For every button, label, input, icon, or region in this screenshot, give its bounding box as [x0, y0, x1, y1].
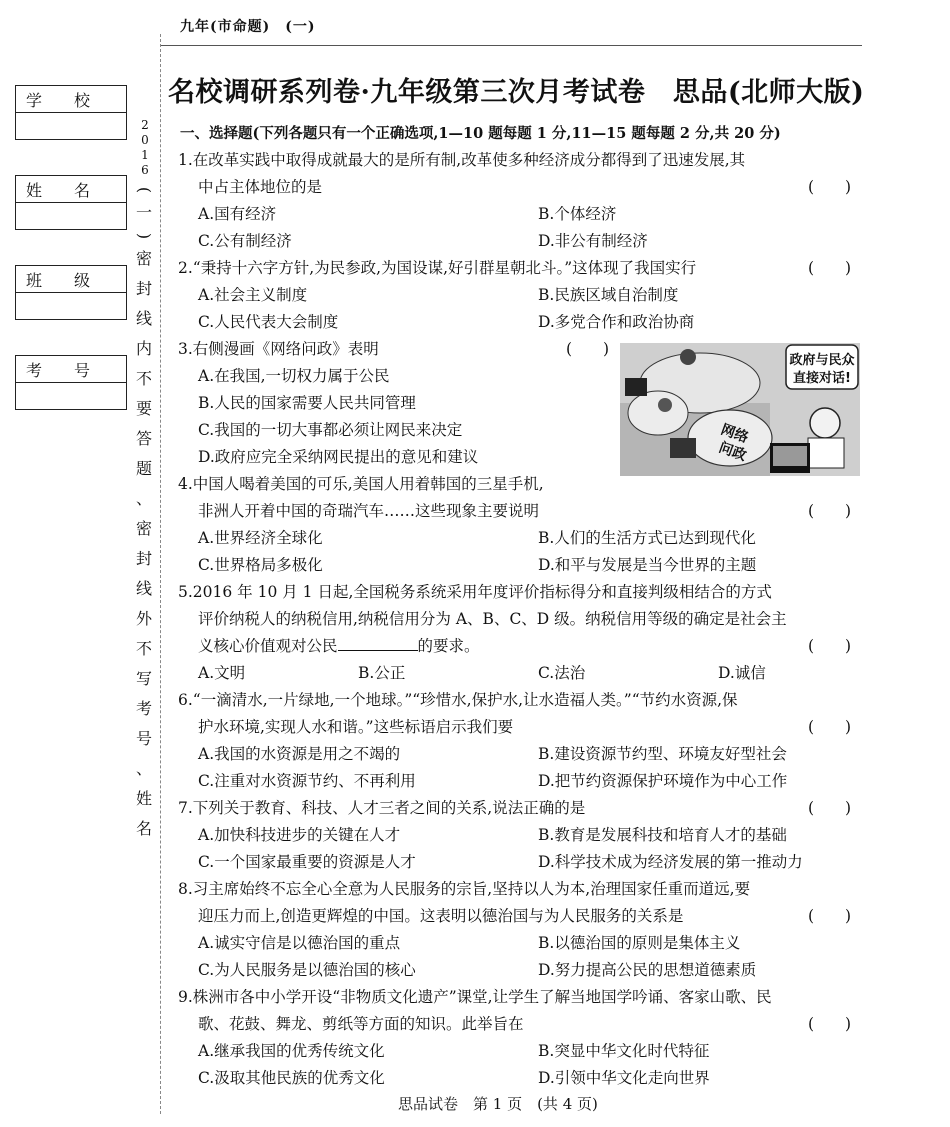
- answer-paren-3[interactable]: ( ): [566, 340, 610, 358]
- seal-char: 不: [135, 369, 152, 388]
- answer-paren-6[interactable]: ( ): [808, 718, 852, 736]
- seal-char: ): [135, 232, 154, 240]
- option-1b[interactable]: B.个体经济: [538, 205, 617, 223]
- option-6a[interactable]: A.我国的水资源是用之不竭的: [198, 745, 401, 763]
- question-6-line-2: 护水环境,实现人水和谐。”这些标语启示我们要: [198, 718, 514, 736]
- exam-no-field[interactable]: [16, 383, 126, 409]
- answer-paren-9[interactable]: ( ): [808, 1015, 852, 1033]
- option-8b[interactable]: B.以德治国的原则是集体主义: [538, 934, 741, 952]
- seal-char: 姓: [135, 789, 152, 808]
- name-field[interactable]: [16, 203, 126, 229]
- question-9-line-1: 9.株洲市各中小学开设“非物质文化遗产”课堂,让学生了解当地国学吟诵、客家山歌、民: [178, 988, 772, 1006]
- question-5-line-3: 义核心价值观对公民 的要求。: [198, 637, 480, 655]
- question-8-line-2: 迎压力而上,创造更辉煌的中国。这表明以德治国与为人民服务的关系是: [198, 907, 684, 925]
- exam-no-label: 考 号: [16, 356, 126, 383]
- class-field[interactable]: [16, 293, 126, 319]
- class-box: [15, 265, 127, 320]
- option-4b[interactable]: B.人们的生活方式已达到现代化: [538, 529, 756, 547]
- seal-char: 内: [135, 339, 152, 358]
- seal-instruction: [134, 182, 154, 844]
- option-6c[interactable]: C.注重对水资源节约、不再利用: [198, 772, 416, 790]
- question-5-line-1: 5.2016 年 10 月 1 日起,全国税务系统采用年度评价指标得分和直接判级相结合的方式: [178, 583, 772, 601]
- option-2d[interactable]: D.多党合作和政治协商: [538, 313, 695, 331]
- school-box: [15, 85, 127, 140]
- answer-paren-5[interactable]: ( ): [808, 637, 852, 655]
- seal-char: 不: [135, 639, 152, 658]
- question-2-line-1: 2.“秉持十六字方针,为民参政,为国设谋,好引群星朝北斗。”这体现了我国实行: [178, 259, 697, 277]
- seal-char: 写: [135, 669, 152, 688]
- option-3b[interactable]: B.人民的国家需要人民共同管理: [198, 394, 416, 412]
- seal-char: 答: [135, 429, 152, 448]
- option-5d[interactable]: D.诚信: [718, 664, 766, 682]
- seal-char: 题: [135, 459, 152, 478]
- option-5b[interactable]: B.公正: [358, 664, 406, 682]
- seal-char: 一: [135, 203, 152, 222]
- bubble-line-2: 直接对话!: [793, 371, 851, 386]
- question-9-line-2: 歌、花鼓、舞龙、剪纸等方面的知识。此举旨在: [198, 1015, 524, 1033]
- seal-char: 封: [135, 279, 152, 298]
- seal-char: 密: [135, 249, 152, 268]
- question-4-line-1: 4.中国人喝着美国的可乐,美国人用着韩国的三星手机,: [178, 475, 544, 493]
- answer-paren-1[interactable]: ( ): [808, 178, 852, 196]
- seal-char: 考: [135, 699, 152, 718]
- seal-char: 线: [135, 579, 152, 598]
- name-label: 姓 名: [16, 176, 126, 203]
- section-heading: 一、选择题(下列各题只有一个正确选项,1—10 题每题 1 分,11—15 题每题 2 分,共 20 分): [180, 125, 781, 142]
- page-title: 名校调研系列卷·九年级第三次月考试卷 思品(北师大版): [168, 77, 865, 108]
- question-3-line-1: 3.右侧漫画《网络问政》表明: [178, 340, 379, 358]
- question-1-line-2: 中占主体地位的是: [198, 178, 323, 196]
- seal-char: 、: [135, 759, 152, 778]
- option-6b[interactable]: B.建设资源节约型、环境友好型社会: [538, 745, 787, 763]
- option-8c[interactable]: C.为人民服务是以德治国的核心: [198, 961, 416, 979]
- option-5c[interactable]: C.法治: [538, 664, 586, 682]
- option-3c[interactable]: C.我国的一切大事都必须让网民来决定: [198, 421, 463, 439]
- exam-no-box: [15, 355, 127, 410]
- option-4a[interactable]: A.世界经济全球化: [198, 529, 323, 547]
- header-rule: [160, 45, 862, 46]
- answer-paren-8[interactable]: ( ): [808, 907, 852, 925]
- option-9b[interactable]: B.突显中华文化时代特征: [538, 1042, 710, 1060]
- option-9a[interactable]: A.继承我国的优秀传统文化: [198, 1042, 385, 1060]
- name-box: [15, 175, 127, 230]
- cartoon-label-line-1: 网络: [718, 421, 751, 447]
- option-1d[interactable]: D.非公有制经济: [538, 232, 648, 250]
- option-5a[interactable]: A.文明: [198, 664, 246, 682]
- option-1a[interactable]: A.国有经济: [198, 205, 277, 223]
- answer-paren-4[interactable]: ( ): [808, 502, 852, 520]
- cartoon-image: [620, 343, 860, 476]
- seal-char: 、: [135, 489, 152, 508]
- option-7a[interactable]: A.加快科技进步的关键在人才: [198, 826, 401, 844]
- option-6d[interactable]: D.把节约资源保护环境作为中心工作: [538, 772, 788, 790]
- option-3a[interactable]: A.在我国,一切权力属于公民: [198, 367, 390, 385]
- question-6-line-1: 6.“一滴清水,一片绿地,一个地球。”“珍惜水,保护水,让水造福人类。”“节约水资源,保: [178, 691, 738, 709]
- answer-paren-7[interactable]: ( ): [808, 799, 852, 817]
- option-2c[interactable]: C.人民代表大会制度: [198, 313, 339, 331]
- option-4d[interactable]: D.和平与发展是当今世界的主题: [538, 556, 757, 574]
- option-7b[interactable]: B.教育是发展科技和培育人才的基础: [538, 826, 787, 844]
- page-footer: 思品试卷 第 1 页 (共 4 页): [398, 1095, 598, 1113]
- seal-char: 封: [135, 549, 152, 568]
- binding-line: [160, 34, 161, 1114]
- option-2b[interactable]: B.民族区域自治制度: [538, 286, 679, 304]
- option-7c[interactable]: C.一个国家最重要的资源是人才: [198, 853, 416, 871]
- seal-char: 号: [135, 729, 152, 748]
- seal-char: 线: [135, 309, 152, 328]
- seal-char: (: [135, 186, 154, 194]
- question-5-line-2: 评价纳税人的纳税信用,纳税信用分为 A、B、C、D 级。纳税信用等级的确定是社会主: [198, 610, 787, 628]
- answer-paren-2[interactable]: ( ): [808, 259, 852, 277]
- option-4c[interactable]: C.世界格局多极化: [198, 556, 323, 574]
- school-field[interactable]: [16, 113, 126, 139]
- option-9d[interactable]: D.引领中华文化走向世界: [538, 1069, 710, 1087]
- seal-char: 要: [135, 399, 152, 418]
- question-8-line-1: 8.习主席始终不忘全心全意为人民服务的宗旨,坚持以人为本,治理国家任重而道远,要: [178, 880, 751, 898]
- bubble-line-1: 政府与民众: [789, 353, 855, 368]
- cartoon-label-line-2: 问政: [716, 439, 749, 465]
- option-8a[interactable]: A.诚实守信是以德治国的重点: [198, 934, 401, 952]
- seal-char: 密: [135, 519, 152, 538]
- option-1c[interactable]: C.公有制经济: [198, 232, 292, 250]
- seal-char: 外: [135, 609, 152, 628]
- option-7d[interactable]: D.科学技术成为经济发展的第一推动力: [538, 853, 803, 871]
- school-label: 学 校: [16, 86, 126, 113]
- option-3d[interactable]: D.政府应完全采纳网民提出的意见和建议: [198, 448, 479, 466]
- year-vertical: 2 0 1 6: [141, 118, 149, 177]
- question-4-line-2: 非洲人开着中国的奇瑞汽车……这些现象主要说明: [198, 502, 540, 520]
- class-label: 班 级: [16, 266, 126, 293]
- header-tag: 九年(市命题) (一): [180, 19, 316, 35]
- cartoon-internet-governance: [620, 343, 860, 476]
- question-7-line-1: 7.下列关于教育、科技、人才三者之间的关系,说法正确的是: [178, 799, 586, 817]
- option-9c[interactable]: C.汲取其他民族的优秀文化: [198, 1069, 385, 1087]
- question-1-line-1: 1.在改革实践中取得成就最大的是所有制,改革使多种经济成分都得到了迅速发展,其: [178, 151, 746, 169]
- seal-char: 名: [135, 819, 152, 838]
- option-2a[interactable]: A.社会主义制度: [198, 286, 308, 304]
- fill-blank[interactable]: [338, 636, 418, 651]
- option-8d[interactable]: D.努力提高公民的思想道德素质: [538, 961, 757, 979]
